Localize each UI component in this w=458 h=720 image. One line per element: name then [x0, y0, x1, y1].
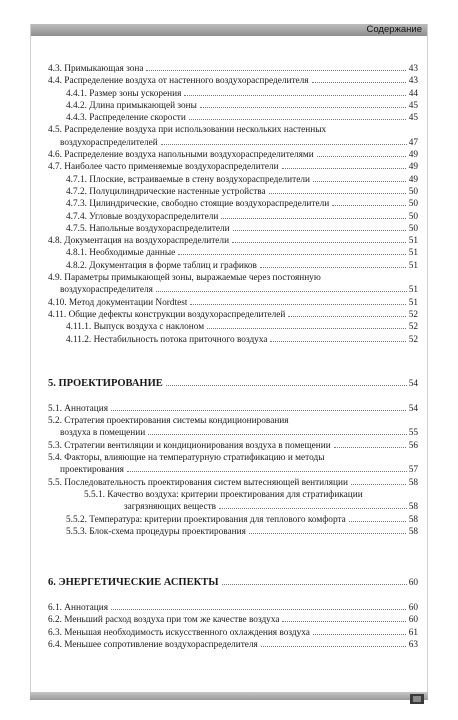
chapter-title: 5. ПРОЕКТИРОВАНИЕ: [48, 377, 163, 389]
toc-entry-page: 50: [408, 223, 418, 234]
toc-entry-title-cont: воздухораспределителей: [60, 137, 158, 148]
page-frame-left: [30, 24, 31, 696]
toc-entry-number: 5.5.1.: [84, 489, 105, 500]
leader-dots: [127, 470, 407, 472]
toc-entry-number: 4.3.: [48, 64, 62, 74]
toc-entry[interactable]: [48, 211, 418, 223]
toc-entry[interactable]: [48, 88, 418, 100]
toc-entry[interactable]: [48, 477, 418, 489]
leader-dots: [249, 532, 406, 534]
toc-entry-page: 51: [408, 285, 418, 296]
toc-entry-number: 6.1.: [48, 603, 62, 614]
page-header: [0, 0, 458, 38]
toc-entry-title: Напольные воздухораспределители: [89, 223, 230, 234]
leader-dots: [260, 266, 406, 268]
toc-entry-page: 56: [408, 440, 418, 451]
chapter-heading[interactable]: [48, 576, 418, 590]
leader-dots: [313, 633, 406, 635]
page-corner-mark: [410, 694, 424, 704]
leader-dots: [270, 340, 406, 342]
toc-entry-page: 44: [408, 88, 418, 99]
leader-dots: [282, 167, 406, 169]
toc-entry-page: 60: [408, 615, 418, 626]
toc-entry-number: 5.2.: [48, 416, 62, 427]
toc-entry-page: 45: [408, 113, 418, 124]
toc-entry-title: Стратегия проектирования системы кондиционирования: [64, 416, 289, 427]
toc-entry[interactable]: [48, 161, 418, 173]
toc-entry-page: 45: [408, 100, 418, 111]
leader-dots: [312, 81, 406, 83]
toc-entry-page: 52: [408, 334, 418, 345]
toc-entry[interactable]: [48, 440, 418, 452]
leader-dots: [207, 327, 406, 329]
leader-dots: [313, 180, 406, 182]
chapter-page: 54: [408, 378, 418, 389]
chapter-title: 6. ЭНЕРГЕТИЧЕСКИЕ АСПЕКТЫ: [48, 577, 219, 589]
toc-entry-title: Аннотация: [64, 603, 109, 614]
toc-entry-page: 47: [408, 137, 418, 148]
toc-entry-number: 6.2.: [48, 615, 62, 626]
toc-entry-number: 4.9.: [48, 273, 62, 284]
leader-dots: [148, 433, 406, 435]
leader-dots: [190, 303, 406, 305]
toc-entry-title: Метод документации Nordtest: [68, 297, 188, 308]
table-of-contents: [48, 63, 418, 651]
toc-entry[interactable]: [48, 602, 418, 614]
toc-entry-title: Параметры примыкающей зоны, выражаемые через постоянную: [64, 273, 321, 284]
leader-dots: [261, 645, 406, 647]
toc-entry[interactable]: [48, 526, 418, 538]
leader-dots: [189, 118, 406, 120]
toc-entry[interactable]: [48, 235, 418, 247]
leader-dots: [282, 620, 406, 622]
toc-entry-page: 57: [408, 465, 418, 476]
toc-entry-number: 5.5.: [48, 477, 62, 488]
leader-dots: [232, 241, 406, 243]
toc-entry-title: Меньший расход воздуха при том же качестве воздуха: [64, 615, 280, 626]
toc-entry-title: Качество воздуха: критерии проектирования для стратификации: [107, 489, 363, 500]
toc-entry-page: 52: [408, 309, 418, 320]
leader-dots: [200, 106, 406, 108]
leader-dots: [317, 155, 406, 157]
leader-dots: [184, 94, 406, 96]
toc-entry-number: 4.8.2.: [66, 260, 87, 271]
toc-entry-page: 50: [408, 199, 418, 210]
toc-entry[interactable]: [48, 260, 418, 272]
toc-entry-number: 5.5.3.: [66, 526, 87, 537]
toc-entry-title: Угловые воздухораспределители: [89, 211, 219, 222]
toc-entry-title: Температура: критерии проектирования для теплового комфорта: [89, 514, 346, 525]
toc-entry-page: 58: [408, 477, 418, 488]
toc-entry[interactable]: [48, 272, 418, 297]
toc-entry-title: Полуцилиндрические настенные устройства: [89, 186, 266, 197]
page-frame-right: [427, 24, 428, 696]
toc-entry-number: 5.4.: [48, 453, 62, 464]
toc-entry-page: 51: [408, 248, 418, 259]
toc-entry[interactable]: [48, 452, 418, 477]
leader-dots: [332, 204, 406, 206]
toc-entry-page: 52: [408, 322, 418, 333]
header-title: Содержание: [366, 24, 422, 35]
toc-entry[interactable]: [48, 514, 418, 526]
leader-dots: [288, 315, 406, 317]
toc-entry[interactable]: [48, 223, 418, 235]
toc-entry[interactable]: [48, 63, 418, 75]
toc-entry-number: 4.11.1.: [66, 322, 92, 333]
toc-entry-number: 4.6.: [48, 150, 62, 161]
toc-entry-title: Цилиндрические, свободно стоящие воздухораспределители: [89, 199, 330, 210]
toc-entry-number: 4.11.: [48, 309, 67, 320]
toc-entry-number: 4.7.3.: [66, 199, 87, 210]
leader-dots: [111, 409, 406, 411]
toc-entry-number: 4.4.3.: [66, 113, 87, 124]
leader-dots: [166, 384, 407, 386]
toc-entry-page: 51: [408, 236, 418, 247]
toc-entry[interactable]: [48, 627, 418, 639]
toc-entry-title: Размер зоны ускорения: [89, 88, 182, 99]
leader-dots: [351, 483, 406, 485]
toc-entry-title: Стратегии вентиляции и кондиционирования воздуха в помещении: [64, 440, 331, 451]
toc-entry-title: Документация на воздухораспределители: [64, 236, 230, 247]
toc-entry-page: 60: [408, 603, 418, 614]
toc-entry-title: Документация в форме таблиц и графиков: [89, 260, 257, 271]
toc-entry-number: 6.4.: [48, 639, 62, 650]
toc-entry-page: 43: [408, 76, 418, 87]
toc-entry[interactable]: [48, 297, 418, 309]
toc-entry-page: 58: [408, 526, 418, 537]
toc-entry[interactable]: [48, 100, 418, 112]
leader-dots: [178, 253, 406, 255]
toc-entry-page: 43: [408, 64, 418, 74]
toc-entry-title: Нестабильность потока приточного воздуха: [93, 334, 268, 345]
toc-entry-title: Распределение скорости: [89, 113, 186, 124]
toc-entry-title: Плоские, встраиваемые в стену воздухораспределители: [89, 174, 310, 185]
leader-dots: [221, 217, 406, 219]
toc-entry-number: 4.7.: [48, 162, 62, 173]
leader-dots: [146, 69, 406, 71]
toc-entry-title: Блок-схема процедуры проектирования: [89, 526, 246, 537]
toc-entry[interactable]: [48, 186, 418, 198]
chapter-page: 60: [408, 578, 418, 589]
toc-entry[interactable]: [48, 112, 418, 124]
leader-dots: [156, 290, 407, 292]
toc-entry[interactable]: [48, 403, 418, 415]
toc-entry-page: 49: [408, 150, 418, 161]
toc-entry-title: Наиболее часто применяемые воздухораспределители: [64, 162, 279, 173]
toc-entry-title-cont: воздухораспределителя: [60, 285, 153, 296]
toc-entry-number: 5.3.: [48, 440, 62, 451]
toc-entry-page: 51: [408, 297, 418, 308]
toc-entry[interactable]: [48, 415, 418, 440]
toc-entry-number: 4.11.2.: [66, 334, 92, 345]
toc-entry[interactable]: [48, 75, 418, 87]
toc-entry-number: 4.7.1.: [66, 174, 87, 185]
toc-entry[interactable]: [48, 309, 418, 321]
leader-dots: [269, 192, 406, 194]
leader-dots: [219, 507, 407, 509]
toc-entry-number: 4.4.: [48, 76, 62, 87]
toc-entry-title: Распределение воздуха при использовании нескольких настенных: [64, 125, 327, 136]
leader-dots: [334, 446, 406, 448]
toc-entry-page: 51: [408, 260, 418, 271]
toc-entry-title: Общие дефекты конструкции воздухораспределителей: [68, 309, 286, 320]
toc-entry-page: 49: [408, 174, 418, 185]
toc-entry-number: 6.3.: [48, 627, 62, 638]
toc-entry-number: 4.7.5.: [66, 223, 87, 234]
toc-entry-page: 63: [408, 639, 418, 650]
toc-entry-title: Распределение воздуха от настенного воздухораспределителя: [64, 76, 309, 87]
toc-entry-title: Меньшая необходимость искусственного охлаждения воздуха: [64, 627, 310, 638]
toc-entry[interactable]: [48, 639, 418, 651]
toc-entry-title: Выпуск воздуха с наклоном: [93, 322, 205, 333]
toc-entry-title: Аннотация: [64, 403, 109, 414]
toc-entry-number: 4.5.: [48, 125, 62, 136]
toc-entry-number: 4.8.: [48, 236, 62, 247]
toc-entry-title: Распределение воздуха напольными воздухораспределителями: [64, 150, 314, 161]
toc-entry[interactable]: [48, 149, 418, 161]
toc-entry-page: 50: [408, 211, 418, 222]
toc-entry-title: Меньшее сопротивление воздухораспределителя: [64, 639, 258, 650]
leader-dots: [111, 608, 406, 610]
toc-entry-page: 58: [408, 502, 418, 513]
toc-entry[interactable]: [48, 247, 418, 259]
toc-entry[interactable]: [48, 334, 418, 346]
toc-entry-number: 4.8.1.: [66, 248, 87, 259]
toc-entry-title-cont: проектирования: [60, 465, 124, 476]
chapter-heading[interactable]: [48, 377, 418, 391]
toc-entry-number: 4.4.1.: [66, 88, 87, 99]
toc-entry-number: 4.10.: [48, 297, 67, 308]
leader-dots: [233, 229, 406, 231]
toc-entry-number: 5.5.2.: [66, 514, 87, 525]
toc-entry-number: 4.4.2.: [66, 100, 87, 111]
toc-entry-number: 4.7.4.: [66, 211, 87, 222]
page-footer-bar: [30, 692, 428, 700]
toc-entry-number: 4.7.2.: [66, 186, 87, 197]
toc-entry[interactable]: [48, 174, 418, 186]
toc-entry-page: 50: [408, 186, 418, 197]
leader-dots: [161, 143, 407, 145]
toc-entry-title-cont: загрязняющих веществ: [124, 502, 217, 513]
toc-entry-number: 5.1.: [48, 403, 62, 414]
leader-dots: [222, 583, 407, 585]
toc-entry-title: Последовательность проектирования систем вытесняющей вентиляции: [64, 477, 348, 488]
toc-entry[interactable]: [48, 198, 418, 210]
toc-entry[interactable]: [48, 489, 418, 514]
toc-entry-page: 55: [408, 428, 418, 439]
toc-entry-page: 49: [408, 162, 418, 173]
leader-dots: [349, 520, 406, 522]
toc-entry-page: 58: [408, 514, 418, 525]
toc-entry-page: 54: [408, 403, 418, 414]
toc-entry-title: Примыкающая зона: [64, 64, 144, 74]
toc-entry[interactable]: [48, 124, 418, 149]
toc-entry-page: 61: [408, 627, 418, 638]
toc-entry-title: Факторы, влияющие на температурную стратификацию и методы: [64, 453, 325, 464]
toc-entry-title: Необходимые данные: [89, 248, 176, 259]
toc-entry[interactable]: [48, 321, 418, 333]
toc-entry[interactable]: [48, 614, 418, 626]
toc-entry-title: Длина примыкающей зоны: [89, 100, 197, 111]
toc-entry-title-cont: воздуха в помещении: [60, 428, 146, 439]
